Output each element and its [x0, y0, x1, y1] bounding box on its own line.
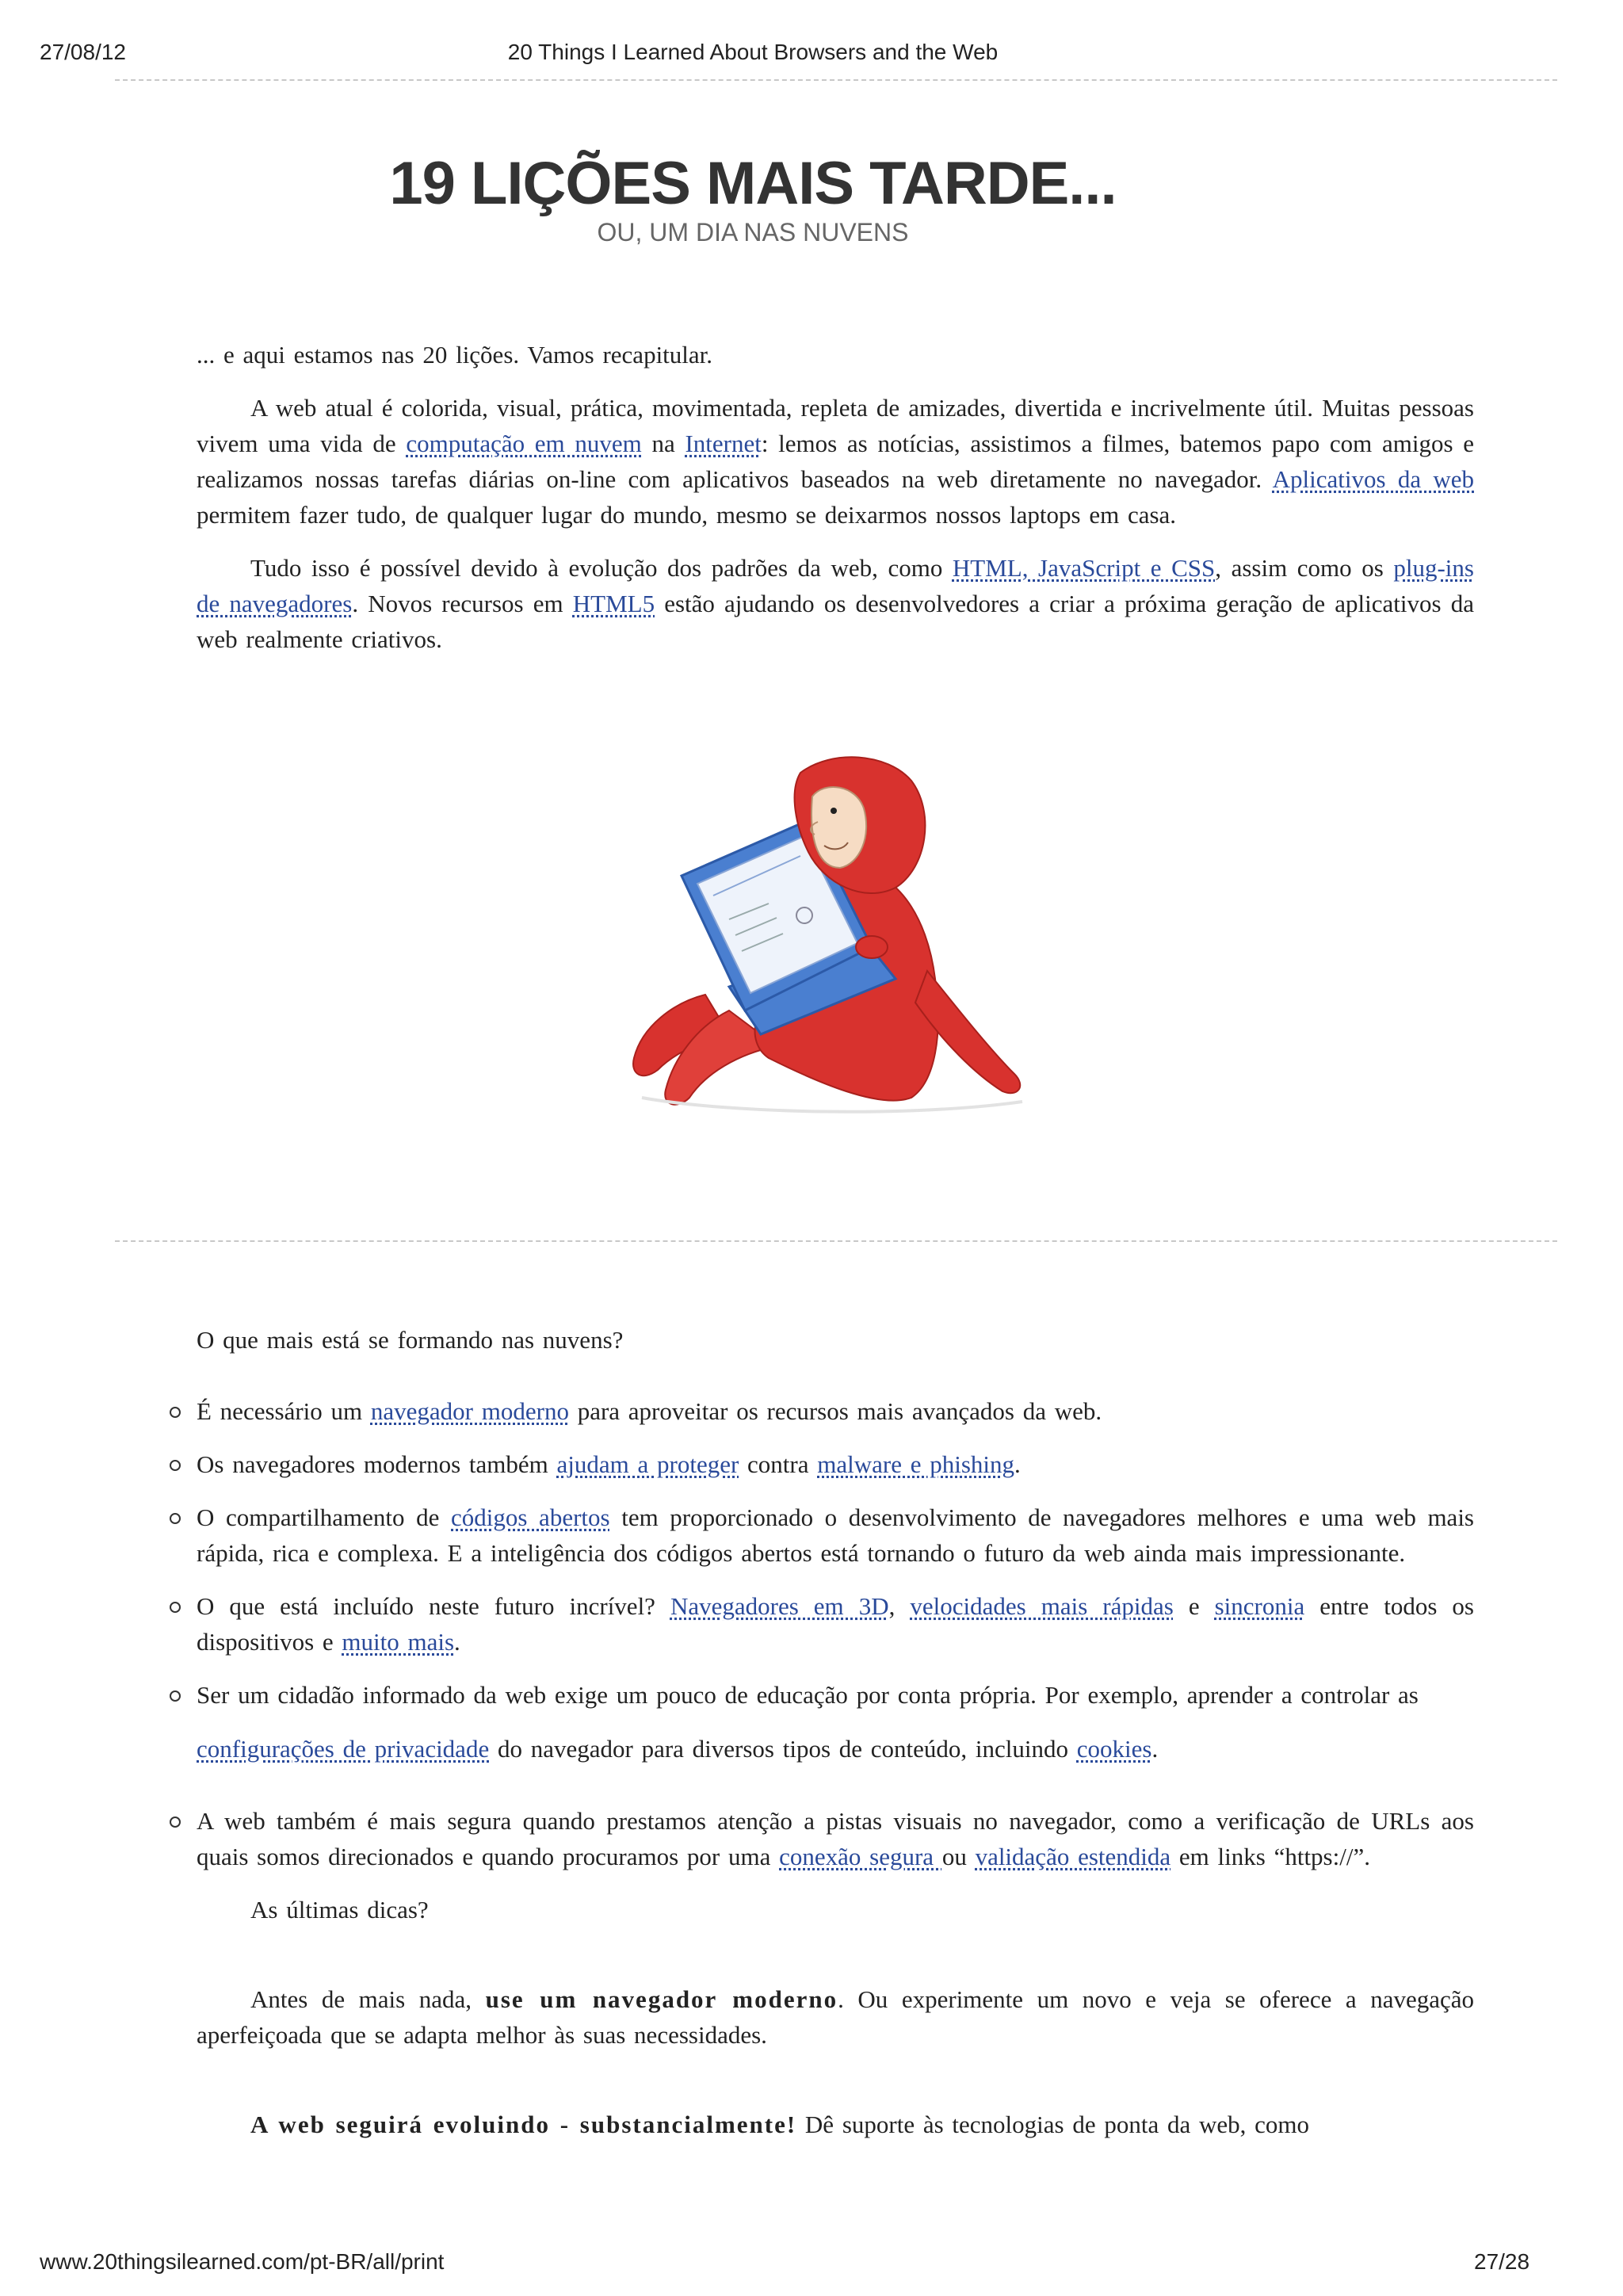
link-faster-speeds[interactable]: velocidades mais rápidas [910, 1592, 1174, 1620]
paragraph-standards [197, 550, 1474, 657]
section-divider [115, 1240, 1557, 1242]
text: em links “https://”. [1170, 1843, 1370, 1870]
cloud-character-illustration [610, 749, 1070, 1121]
text: Antes de mais nada, [250, 1985, 486, 2013]
link-sync[interactable]: sincronia [1214, 1592, 1305, 1620]
text: ou [941, 1843, 976, 1870]
text: O compartilhamento de [197, 1503, 452, 1531]
link-cloud-computing[interactable]: computação em nuvem [406, 430, 642, 457]
cloud-bullet-list [197, 1393, 1474, 1874]
emphasis: A web seguirá evoluindo - substancialmente! [250, 2111, 797, 2138]
text: Dê suporte às tecnologias de ponta da web, como [796, 2111, 1309, 2138]
list-item [197, 1677, 1474, 1767]
link-html-js-css[interactable]: HTML, JavaScript e CSS [952, 554, 1216, 582]
link-help-protect[interactable]: ajudam a proteger [556, 1450, 739, 1478]
footer-url: www.20thingsilearned.com/pt-BR/all/print [40, 2249, 445, 2274]
tip-modern-browser [197, 1981, 1474, 2053]
list-item [197, 1499, 1474, 1571]
text: Tudo isso é possível devido à evolução dos padrões da web, como [250, 554, 953, 582]
link-secure-connection[interactable]: conexão segura [779, 1843, 942, 1870]
footer-page-number: 27/28 [1474, 2249, 1530, 2274]
text: . Novos recursos em [352, 590, 573, 617]
text: É necessário um [197, 1397, 371, 1425]
list-item [197, 1446, 1474, 1482]
link-modern-browser[interactable]: navegador moderno [370, 1397, 569, 1425]
intro-section [197, 337, 1474, 657]
text: A web também é mais segura quando prestamos atenção a pistas visuais no navegador, como a verificação de URLs aos quais somos direcionados e quando procuramos por uma [197, 1807, 1474, 1870]
text: permitem fazer tudo, de qualquer lugar do mundo, mesmo se deixarmos nossos laptops em casa. [197, 501, 1177, 529]
link-privacy-settings[interactable]: configurações de privacidade [197, 1735, 490, 1763]
link-web-apps[interactable]: Aplicativos da web [1272, 465, 1474, 493]
tips-question: As últimas dicas? [250, 1896, 429, 1924]
link-malware-phishing[interactable]: malware e phishing [817, 1450, 1015, 1478]
text: , assim como os [1215, 554, 1394, 582]
top-divider [115, 79, 1557, 81]
header-date: 27/08/12 [40, 40, 126, 64]
text: O que está incluído neste futuro incrível? [197, 1592, 670, 1620]
link-internet[interactable]: Internet [685, 430, 762, 457]
text: . Ou experimente um novo e veja se oferece a navegação aperfeiçoada que se adapta melhor às suas necessidades. [197, 1985, 1474, 2049]
text: A web atual é colorida, visual, prática, movimentada, repleta de amizades, divertida e incrivelmente útil. Muitas pessoas vivem uma vida de [197, 394, 1474, 457]
tip-web-evolving [197, 2107, 1474, 2142]
text: : lemos as notícias, assistimos a filmes, batemos papo com amigos e realizamos nossas tarefas diárias on-line com aplicativos baseados na web diretamente no navegador. [197, 430, 1474, 493]
link-browser-plugins[interactable]: plug-ins de navegadores [197, 554, 1474, 617]
link-much-more[interactable]: muito mais [342, 1628, 455, 1656]
text: , [888, 1592, 911, 1620]
text: entre todos os dispositivos e [197, 1592, 1474, 1656]
emphasis: use um navegador moderno [485, 1985, 838, 2013]
text: . [1151, 1735, 1159, 1763]
text: estão ajudando os desenvolvedores a criar a próxima geração de aplicativos da web realmente criativos. [197, 590, 1474, 653]
text: para aproveitar os recursos mais avançados da web. [568, 1397, 1102, 1425]
link-open-source[interactable]: códigos abertos [451, 1503, 610, 1531]
cloud-list-section [197, 1322, 1474, 2142]
intro-text: ... e aqui estamos nas 20 lições. Vamos recapitular. [197, 341, 713, 369]
text: na [641, 430, 685, 457]
list-item [197, 1588, 1474, 1660]
list-item [197, 1393, 1474, 1429]
link-3d-browsers[interactable]: Navegadores em 3D [670, 1592, 889, 1620]
cloud-question: O que mais está se formando nas nuvens? [197, 1326, 624, 1354]
text: e [1173, 1592, 1215, 1620]
page-title: 19 LIÇÕES MAIS TARDE... [389, 150, 1117, 217]
link-html5[interactable]: HTML5 [572, 590, 655, 617]
text: Os navegadores modernos também [197, 1450, 557, 1478]
text: do navegador para diversos tipos de conteúdo, incluindo [489, 1735, 1077, 1763]
page-subtitle: OU, UM DIA NAS NUVENS [597, 218, 909, 246]
text: Ser um cidadão informado da web exige um pouco de educação por conta própria. Por exemplo, aprender a controlar as [197, 1681, 1419, 1709]
link-cookies[interactable]: cookies [1076, 1735, 1152, 1763]
header-title: 20 Things I Learned About Browsers and the Web [507, 40, 999, 64]
text: contra [739, 1450, 818, 1478]
text: . [1014, 1450, 1021, 1478]
character-face [812, 787, 866, 868]
list-item [197, 1803, 1474, 1874]
text: tem proporcionado o desenvolvimento de navegadores melhores e uma web mais rápida, rica e complexa. E a inteligência dos códigos abertos está tornando o futuro da web ainda mais impressionante. [197, 1503, 1474, 1567]
text: . [454, 1628, 460, 1656]
paragraph-cloud [197, 390, 1474, 533]
link-extended-validation[interactable]: validação estendida [975, 1843, 1171, 1870]
